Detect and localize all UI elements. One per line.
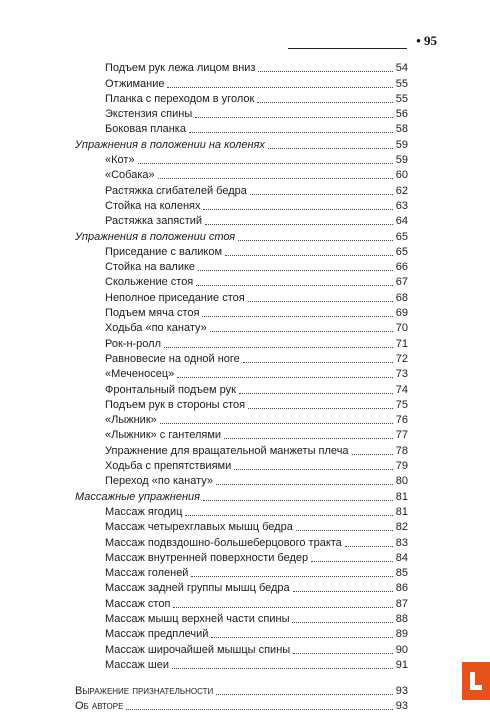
toc-dot-leader [196,285,392,286]
toc-page-number: 63 [395,199,408,212]
toc-item [75,442,408,457]
toc-item [75,152,408,167]
toc-page-number: 65 [395,245,408,258]
toc-dot-leader [191,576,392,577]
toc-title: «Лыжник» с гантелями [105,429,222,442]
toc-dot-leader [293,653,393,654]
toc-dot-leader [216,484,393,485]
toc-title: Упражнения в положении на коленях [75,138,265,151]
toc-title: Массаж предплечий [105,628,209,641]
toc-dot-leader [158,178,393,179]
toc-section [75,488,408,503]
toc-title: Неполное приседание стоя [105,291,245,304]
toc-dot-leader [352,454,393,455]
toc-dot-leader [293,591,393,592]
toc-title: Массаж подвздошно-большеберцового тракта [105,536,342,549]
toc-item [75,412,408,427]
toc-page-number: 72 [395,352,408,365]
toc-dot-leader [239,393,393,394]
toc-item [75,366,408,381]
toc-dot-leader [257,102,392,103]
toc-page-number: 77 [395,429,408,442]
toc-page-number: 86 [395,582,408,595]
toc-title: Растяжка сгибателей бедра [105,184,247,197]
toc-page-number: 76 [395,414,408,427]
toc-title: Массаж мышц верхней части спины [105,612,290,625]
toc-item [75,305,408,320]
toc-dot-leader [292,622,392,623]
toc-dot-leader [126,709,392,710]
toc-dot-leader [224,438,393,439]
toc-item [75,381,408,396]
toc-title: Массаж широчайшей мышцы спины [105,643,291,656]
toc-title: Отжимание [105,77,165,90]
toc-title: Стойка на валике [105,261,196,274]
toc-page-number: 56 [395,108,408,121]
corner-logo [462,662,490,700]
toc-page-number: 80 [395,475,408,488]
toc-item [75,427,408,442]
toc-item [75,213,408,228]
toc-dot-leader [268,148,393,149]
toc-title: Подъем мяча стоя [105,307,200,320]
toc-dot-leader [202,316,392,317]
toc-page-number: 79 [395,460,408,473]
bookmark-l-icon [467,670,485,692]
toc-item [75,91,408,106]
toc-title: Об авторе [75,700,124,713]
page-header [288,33,437,53]
toc-title: Стойка на коленях [105,199,201,212]
toc-page-number: 75 [395,398,408,411]
toc-title: Массаж внутренней поверхности бедер [105,551,309,564]
toc-item [75,75,408,90]
toc-item [75,626,408,641]
toc-dot-leader [173,607,392,608]
toc-page-number: 93 [395,685,408,698]
toc-page-number: 65 [395,230,408,243]
toc-page-number: 88 [395,612,408,625]
toc-chapter [75,698,408,713]
toc-page-number: 71 [395,337,408,350]
toc-dot-leader [248,301,393,302]
toc-title: Планка с переходом в уголок [105,92,255,105]
toc-dot-leader [198,270,393,271]
toc-item [75,519,408,534]
toc-item [75,534,408,549]
toc-title: Упражнение для вращательной манжеты плеча [105,444,349,457]
toc-dot-leader [345,546,393,547]
toc-item [75,397,408,412]
toc-dot-leader [172,668,393,669]
toc-item [75,473,408,488]
toc-page-number: 70 [395,322,408,335]
toc-title: Выражение признательности [75,685,214,698]
toc-page-number: 59 [395,154,408,167]
toc-page-number: 62 [395,184,408,197]
toc-title: Фронтальный подъем рук [105,383,236,396]
toc-title: Подъем рук в стороны стоя [105,398,246,411]
toc-page-number: 54 [395,62,408,75]
toc-dot-leader [216,694,393,695]
toc-item [75,167,408,182]
toc-page-number: 87 [395,597,408,610]
toc-item [75,274,408,289]
toc-page-number: 66 [395,261,408,274]
toc-item [75,657,408,672]
toc-page-number: 58 [395,123,408,136]
toc-title: Ходьба с препятствиями [105,460,232,473]
toc-title: Переход «по канату» [105,475,214,488]
toc-dot-leader [138,163,393,164]
header-rule [288,48,407,49]
toc-dot-leader [203,209,392,210]
toc-item [75,641,408,656]
toc-title: Растяжка запястий [105,215,203,228]
toc-page-number: 73 [395,368,408,381]
toc-title: Массаж четырехглавых мышц бедра [105,521,293,534]
toc-title: Скольжение стоя [105,276,194,289]
toc-dot-leader [211,637,392,638]
toc-title: Массажные упражнения [75,490,200,503]
toc-page-number: 90 [395,643,408,656]
toc-item [75,550,408,565]
toc-title: Массаж ягодиц [105,505,183,518]
toc-page-number: 74 [395,383,408,396]
toc-dot-leader [195,117,393,118]
toc-page-number: 68 [395,291,408,304]
toc-item [75,565,408,580]
toc-title: Массаж голеней [105,567,189,580]
toc-item [75,335,408,350]
toc-page-number: 83 [395,536,408,549]
toc-title: «Лыжник» [105,414,157,427]
toc-dot-leader [225,255,393,256]
toc-dot-leader [250,194,393,195]
toc-title: Упражнения в положении стоя [75,230,236,243]
toc-dot-leader [177,377,393,378]
toc-title: Ходьба «по канату» [105,322,207,335]
toc-title: «Собака» [105,169,155,182]
toc-section [75,228,408,243]
toc-dot-leader [243,362,393,363]
toc-page-number: 85 [395,567,408,580]
toc-title: Массаж шеи [105,658,170,671]
toc-dot-leader [234,469,393,470]
toc-page-number: 60 [395,169,408,182]
toc-title: «Кот» [105,154,135,167]
toc-item [75,289,408,304]
toc-chapter [75,683,408,698]
toc-page-number: 91 [395,658,408,671]
toc-page-number: 82 [395,521,408,534]
toc-dot-leader [205,224,393,225]
toc-title: «Меченосец» [105,368,175,381]
toc-item [75,504,408,519]
toc-dot-leader [248,408,393,409]
toc-title: Подъем рук лежа лицом вниз [105,62,256,75]
toc-item [75,106,408,121]
toc-page-number: 81 [395,505,408,518]
toc-item [75,611,408,626]
toc-page-number: 67 [395,276,408,289]
toc-title: Экстензия спины [105,108,193,121]
toc-item [75,60,408,75]
toc-section [75,136,408,151]
toc-page-number: 78 [395,444,408,457]
toc-dot-leader [164,347,393,348]
toc-page-number: 59 [395,138,408,151]
toc-dot-leader [203,500,393,501]
toc-page-number: 64 [395,215,408,228]
toc-title: Рок-н-ролл [105,337,162,350]
toc-page-number: 93 [395,700,408,713]
toc-item [75,580,408,595]
toc-dot-leader [210,331,393,332]
toc-title: Массаж задней группы мышц бедра [105,582,290,595]
toc-dot-leader [189,132,393,133]
toc-title: Боковая планка [105,123,186,136]
toc-dot-leader [167,87,392,88]
toc-dot-leader [258,71,392,72]
toc-item [75,121,408,136]
toc-item [75,351,408,366]
toc-item [75,320,408,335]
toc-item [75,458,408,473]
toc-dot-leader [296,530,393,531]
toc-title: Равновесие на одной ноге [105,352,240,365]
toc-page-number: 89 [395,628,408,641]
toc-title: Приседание с валиком [105,245,223,258]
toc-dot-leader [311,561,393,562]
toc-item [75,244,408,259]
toc-item [75,595,408,610]
toc-dot-leader [185,515,392,516]
table-of-contents [75,60,408,713]
toc-page-number: 81 [395,490,408,503]
page-number: • 95 [416,33,437,48]
toc-item [75,198,408,213]
toc-dot-leader [160,423,393,424]
toc-page-number: 55 [395,77,408,90]
toc-page-number: 69 [395,307,408,320]
toc-dot-leader [238,240,393,241]
toc-item [75,182,408,197]
toc-page-number: 55 [395,92,408,105]
toc-title: Массаж стоп [105,597,171,610]
toc-item [75,259,408,274]
toc-page-number: 84 [395,551,408,564]
